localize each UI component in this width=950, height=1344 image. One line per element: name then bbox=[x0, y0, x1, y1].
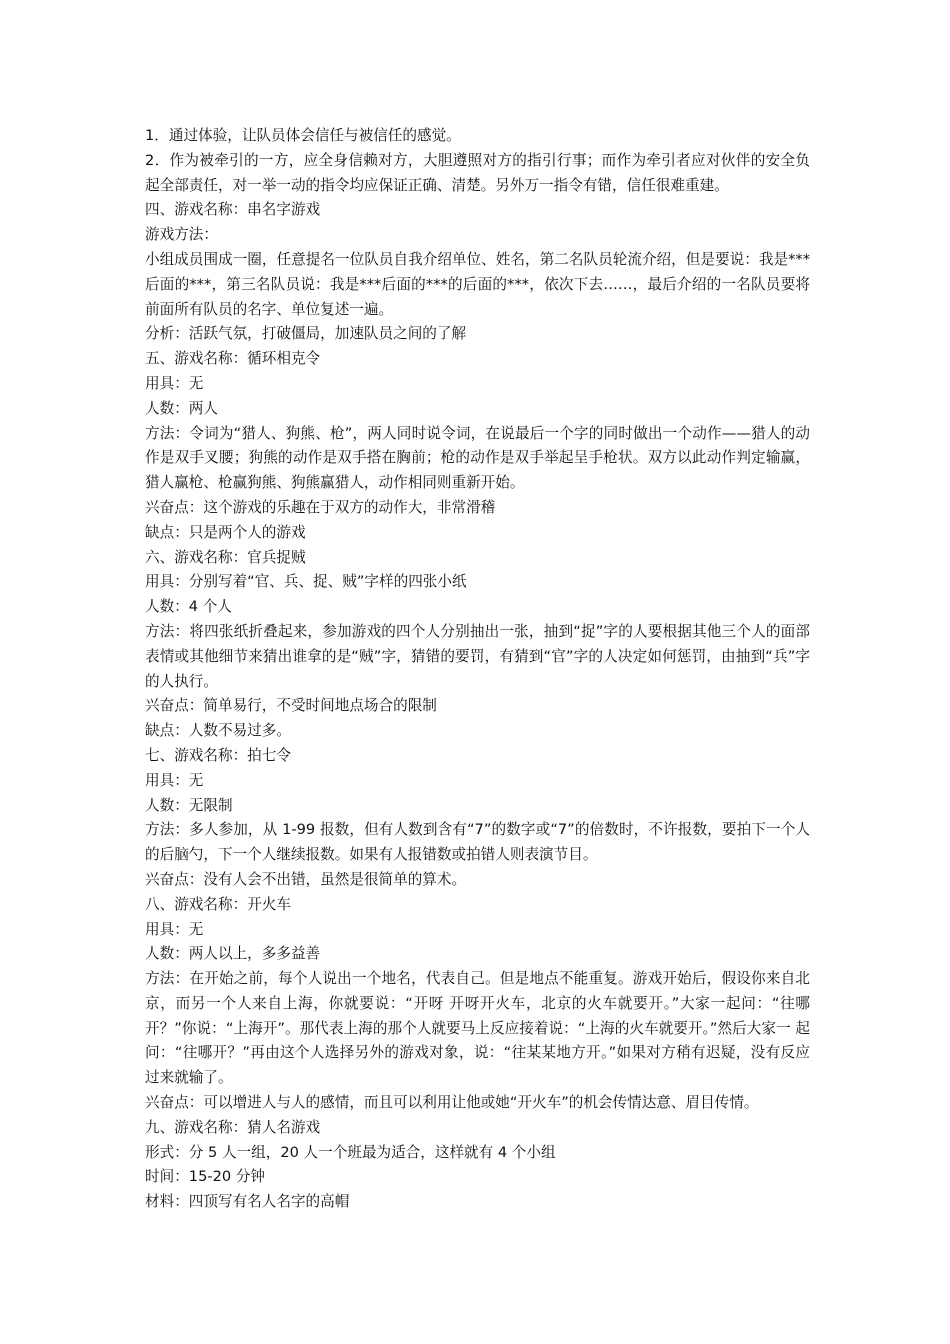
paragraph-method: 方法：将四张纸折叠起来，参加游戏的四个人分别抽出一张，抽到“捉”字的人要根据其他三个人的面部表情或其他细节来猜出谁拿的是“贼”字，猜错的要罚，有猜到“官”字的人决定如何惩罚，由抽到“兵”字的人执行。 bbox=[145, 622, 810, 690]
paragraph-highlight: 兴奋点：简单易行，不受时间地点场合的限制 bbox=[145, 697, 437, 715]
paragraph-method: 方法：令词为“猎人、狗熊、枪”，两人同时说令词，在说最后一个字的同时做出一个动作——猎人的动作是双手叉腰；狗熊的动作是双手搭在胸前；枪的动作是双手举起呈手枪状。双方以此动作判定输赢，猎人赢枪、枪赢狗熊、狗熊赢猎人，动作相同则重新开始。 bbox=[145, 424, 810, 492]
paragraph-goal-2: 2．作为被牵引的一方，应全身信赖对方，大胆遵照对方的指引行事；而作为牵引者应对伙伴的安全负起全部责任，对一举一动的指令均应保证正确、清楚。另外万一指令有错，信任很难重建。 bbox=[145, 151, 810, 194]
document-page bbox=[145, 124, 810, 1215]
paragraph-method: 方法：多人参加，从 1-99 报数，但有人数到含有“7”的数字或“7”的倍数时，不许报数，要拍下一个人的后脑勺，下一个人继续报数。如果有人报错数或拍错人则表演节目。 bbox=[145, 821, 810, 864]
paragraph-highlight: 兴奋点：这个游戏的乐趣在于双方的动作大，非常滑稽 bbox=[145, 498, 496, 516]
paragraph-players: 人数：4 个人 bbox=[145, 598, 232, 616]
paragraph-method: 方法：在开始之前，每个人说出一个地名，代表自己。但是地点不能重复。游戏开始后，假设你来自北京，而另一个人来自上海，你就要说：“开呀 开呀开火车，北京的火车就要开。”大家一起问：“往哪开？”你说：“上海开”。那代表上海的那个人就要马上反应接着说：“上海的火车就要开。”然后大家一 起问：“往哪开？”再由这个人选择另外的游戏对象，说：“往某某地方开。”如果对方稍有迟疑，没有反应过来就输了。 bbox=[145, 970, 810, 1087]
section-heading-5: 五、游戏名称：循环相克令 bbox=[145, 350, 321, 368]
section-heading-7: 七、游戏名称：拍七令 bbox=[145, 746, 291, 764]
paragraph-tools: 用具：无 bbox=[145, 771, 204, 789]
section-heading-6: 六、游戏名称：官兵捉贼 bbox=[145, 548, 306, 566]
paragraph-materials: 材料：四顶写有名人名字的高帽 bbox=[145, 1193, 350, 1211]
paragraph-method-label: 游戏方法： bbox=[145, 226, 218, 244]
paragraph-analysis: 分析：活跃气氛，打破僵局，加速队员之间的了解 bbox=[145, 325, 467, 343]
paragraph-time: 时间：15-20 分钟 bbox=[145, 1168, 266, 1186]
paragraph-format: 形式：分 5 人一组，20 人一个班最为适合，这样就有 4 个小组 bbox=[145, 1143, 556, 1161]
section-heading-4: 四、游戏名称：串名字游戏 bbox=[145, 201, 321, 219]
paragraph-players: 人数：两人 bbox=[145, 399, 218, 417]
paragraph-drawback: 缺点：只是两个人的游戏 bbox=[145, 523, 306, 541]
paragraph-tools: 用具：无 bbox=[145, 920, 204, 938]
paragraph-tools: 用具：分别写着“官、兵、捉、贼”字样的四张小纸 bbox=[145, 573, 467, 591]
paragraph-highlight: 兴奋点：可以增进人与人的感情，而且可以利用让他或她“开火车”的机会传情达意、眉目传情。 bbox=[145, 1094, 759, 1112]
paragraph-goal-1: 1．通过体验，让队员体会信任与被信任的感觉。 bbox=[145, 127, 461, 144]
paragraph-players: 人数：无限制 bbox=[145, 796, 233, 814]
paragraph-method: 小组成员围成一圈，任意提名一位队员自我介绍单位、姓名，第二名队员轮流介绍，但是要说：我是***后面的***，第三名队员说：我是***后面的***的后面的***，依次下去……，最后介绍的一名队员要将前面所有队员的名字、单位复述一遍。 bbox=[145, 250, 810, 318]
paragraph-highlight: 兴奋点：没有人会不出错，虽然是很简单的算术。 bbox=[145, 870, 467, 888]
section-heading-8: 八、游戏名称：开火车 bbox=[145, 895, 291, 913]
section-heading-9: 九、游戏名称：猜人名游戏 bbox=[145, 1118, 321, 1136]
paragraph-drawback: 缺点：人数不易过多。 bbox=[145, 722, 291, 740]
paragraph-tools: 用具：无 bbox=[145, 374, 204, 392]
paragraph-players: 人数：两人以上，多多益善 bbox=[145, 945, 321, 963]
